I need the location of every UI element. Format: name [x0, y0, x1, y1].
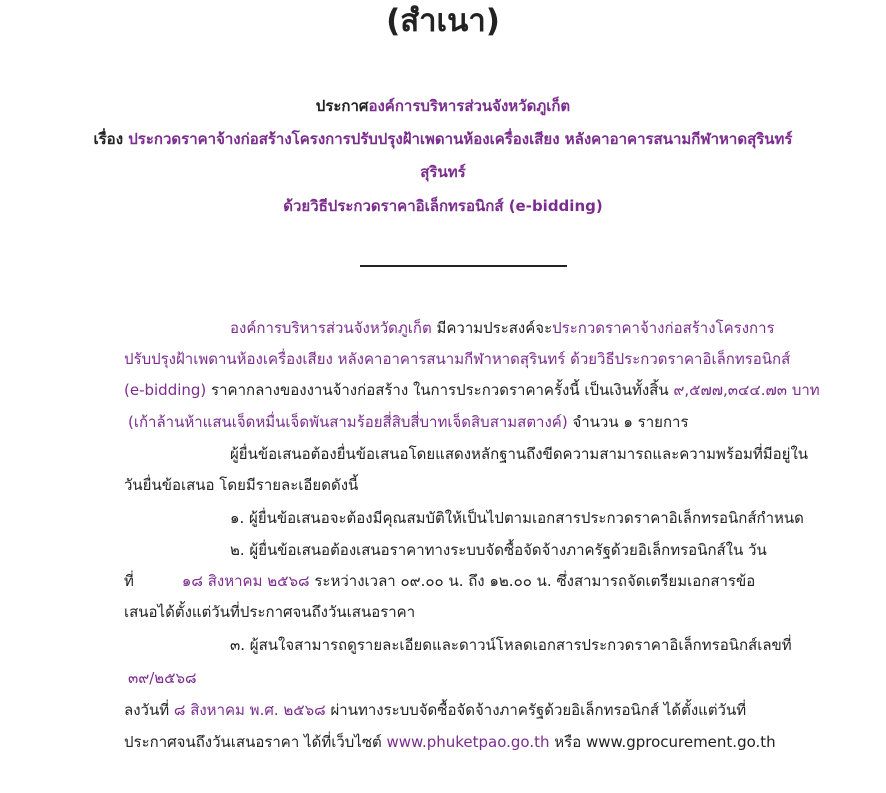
announce-prefix: ประกาศ — [315, 97, 369, 115]
subject-heading — [0, 129, 886, 149]
doc-date: ๘ สิงหาคม พ.ศ. ๒๕๖๘ — [173, 701, 326, 719]
subject-text: ประกวดราคาจ้างก่อสร้างโครงการปรับปรุงฝ้าเพดานห้องเครื่องเสียง หลังคาอาคารสนามกีฬาหาดสุรินทร์ — [128, 130, 793, 148]
para1-line4: (เก้าล้านห้าแสนเจ็ดหมื่นเจ็ดพันสามร้อยสี่สิบสี่บาทเจ็ดสิบสามสตางค์) จำนวน ๑ รายการ — [128, 413, 689, 431]
divider-rule — [360, 265, 567, 267]
para1-line2: ปรับปรุงฝ้าเพดานห้องเครื่องเสียง หลังคาอาคารสนามกีฬาหาดสุรินทร์ ด้วยวิธีประกวดราคาอิเล็กทรอนิกส์ — [124, 350, 791, 368]
copy-title: (สำเนา) — [386, 3, 500, 39]
para1-org: องค์การบริหารส่วนจังหวัดภูเก็ต — [230, 319, 432, 337]
subject-label: เรื่อง — [93, 130, 124, 148]
para2-line1: ผู้ยื่นข้อเสนอต้องยื่นข้อเสนอโดยแสดงหลักฐานถึงขีดความสามารถและความพร้อมที่มีอยู่ใน — [230, 445, 809, 463]
para1-line3: (e-bidding) ราคากลางของงานจ้างก่อสร้าง ในการประกวดราคาครั้งนี้ เป็นเงินทั้งสิ้น ๙,๕๗๗,๓๔๔.๗๓ บาท — [124, 381, 820, 399]
website-link-pao[interactable]: www.phuketpao.go.th — [386, 733, 550, 751]
org-name: องค์การบริหารส่วนจังหวัดภูเก็ต — [368, 97, 571, 115]
price-words: (เก้าล้านห้าแสนเจ็ดหมื่นเจ็ดพันสามร้อยสี่สิบสี่บาทเจ็ดสิบสามสตางค์) — [128, 413, 568, 431]
method-heading: ด้วยวิธีประกวดราคาอิเล็กทรอนิกส์ (e-bidding) — [283, 197, 603, 215]
announce-heading — [0, 96, 886, 116]
item2-line2: ที่ ๑๘ สิงหาคม ๒๕๖๘ ระหว่างเวลา ๐๙.๐๐ น. ถึง ๑๒.๐๐ น. ซึ่งสามารถจัดเตรียมเอกสารข้อ — [124, 572, 756, 590]
item2-line3: เสนอได้ตั้งแต่วันที่ประกาศจนถึงวันเสนอราคา — [124, 603, 416, 621]
item2-line1: ๒. ผู้ยื่นข้อเสนอต้องเสนอราคาทางระบบจัดซื้อจัดจ้างภาครัฐด้วยอิเล็กทรอนิกส์ใน วัน — [230, 541, 767, 559]
bid-date: ๑๘ สิงหาคม ๒๕๖๘ — [181, 572, 310, 590]
para2-line2: วันยื่นข้อเสนอ โดยมีรายละเอียดดังนี้ — [124, 476, 359, 494]
subject-heading-line2: สุรินทร์ — [420, 163, 466, 181]
price-value: ๙,๕๗๗,๓๔๔.๗๓ — [673, 381, 788, 399]
item3-line4: ประกาศจนถึงวันเสนอราคา ได้ที่เว็บไซต์ www.phuketpao.go.th หรือ www.gprocurement.go.th — [124, 733, 776, 751]
item3-line1: ๓. ผู้สนใจสามารถดูรายละเอียดและดาวน์โหลดเอกสารประกวดราคาอิเล็กทรอนิกส์เลขที่ — [230, 636, 792, 654]
item1: ๑. ผู้ยื่นข้อเสนอจะต้องมีคุณสมบัติให้เป็นไปตามเอกสารประกวดราคาอิเล็กทรอนิกส์กำหนด — [230, 509, 804, 527]
item3-line3: ลงวันที่ ๘ สิงหาคม พ.ศ. ๒๕๖๘ ผ่านทางระบบจัดซื้อจัดจ้างภาครัฐด้วยอิเล็กทรอนิกส์ ได้ตั้งแต่วันที่ — [124, 701, 747, 719]
document-number: ๓๙/๒๕๖๘ — [128, 669, 197, 687]
website-link-gprocurement[interactable]: www.gprocurement.go.th — [586, 733, 776, 751]
para1-line1: องค์การบริหารส่วนจังหวัดภูเก็ต มีความประสงค์จะประกวดราคาจ้างก่อสร้างโครงการ — [230, 319, 775, 337]
